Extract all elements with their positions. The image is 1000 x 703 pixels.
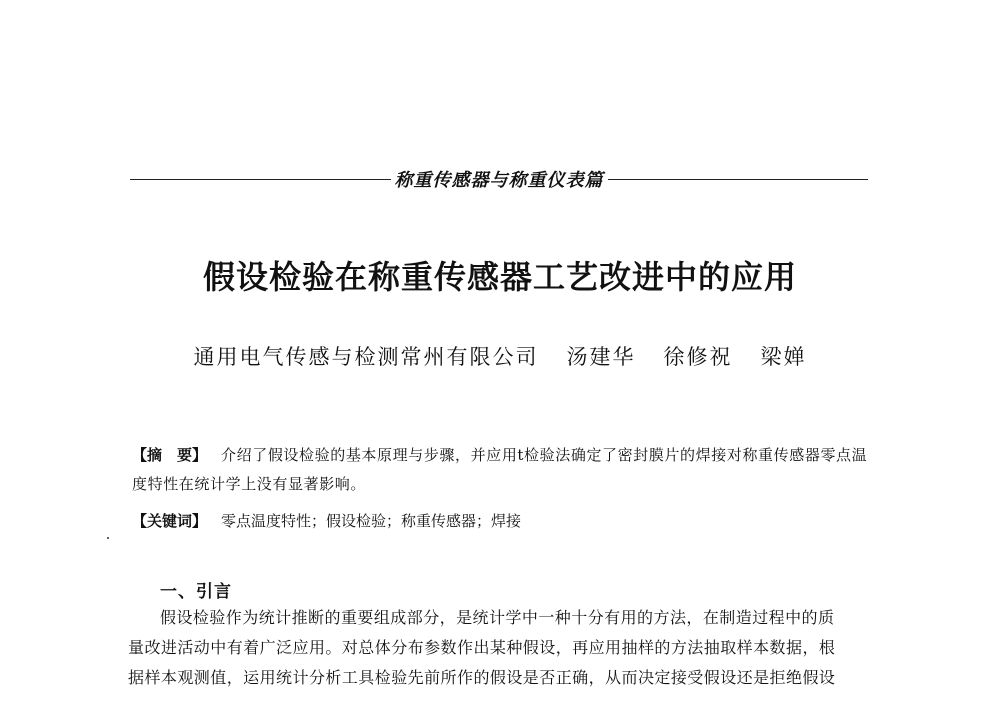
header-rule-left <box>130 179 391 180</box>
body-line: 假设检验作为统计推断的重要组成部分，是统计学中一种十分有用的方法，在制造过程中的质 <box>160 608 835 627</box>
abstract-text: 介绍了假设检验的基本原理与步骤，并应用t检验法确定了密封膜片的焊接对称重传感器零点温度特性在统计学上没有显著影响。 <box>132 446 868 493</box>
author-name: 汤建华 <box>566 345 636 369</box>
author-organization: 通用电气传感与检测常州有限公司 <box>193 345 539 369</box>
keywords-text: 零点温度特性；假设检验；称重传感器；焊接 <box>221 512 522 530</box>
paper-title: 假设检验在称重传感器工艺改进中的应用 <box>202 258 797 296</box>
author-name: 梁婵 <box>760 345 807 369</box>
abstract-label: 【摘 要】 <box>132 446 208 464</box>
section-heading: 一、引言 <box>160 582 232 602</box>
keywords <box>132 509 870 533</box>
stray-mark <box>107 537 109 539</box>
header-rule-right <box>608 179 869 180</box>
section-header-label: 称重传感器与称重仪表篇 <box>394 170 604 191</box>
section-body <box>128 603 870 693</box>
author-name: 徐修祝 <box>663 345 733 369</box>
body-line: 量改进活动中有着广泛应用。对总体分布参数作出某种假设，再应用抽样的方法抽取样本数据，根 <box>128 638 836 657</box>
author-line <box>0 341 1000 371</box>
keywords-label: 【关键词】 <box>132 512 208 530</box>
abstract <box>132 441 870 499</box>
section-header <box>130 166 868 192</box>
body-line: 据样本观测值，运用统计分析工具检验先前所作的假设是否正确，从而决定接受假设还是拒绝假设 <box>128 668 836 687</box>
